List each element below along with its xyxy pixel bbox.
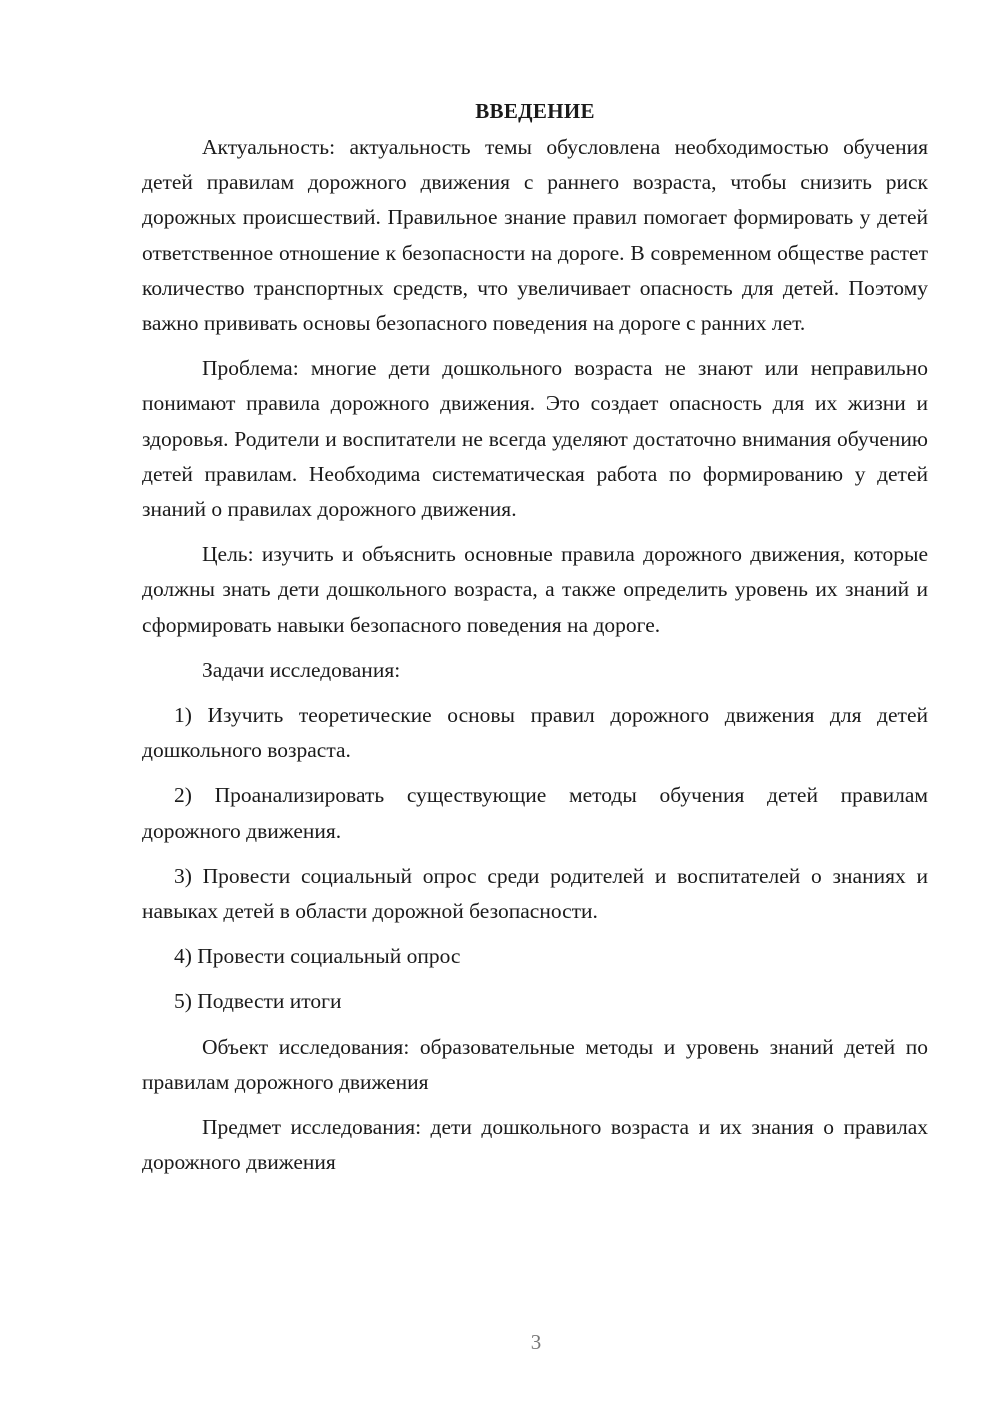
document-page — [142, 96, 928, 1190]
task-item-3: 3) Провести социальный опрос среди родителей и воспитателей о знаниях и навыках детей в области дорожной безопасности. — [142, 863, 928, 924]
task-item-2: 2) Проанализировать существующие методы обучения детей правилам дорожного движения. — [142, 783, 928, 843]
tasks-heading: Задачи исследования: — [202, 657, 401, 682]
task-item-5: 5) Подвести итоги — [174, 989, 342, 1014]
problem-paragraph: Проблема: многие дети дошкольного возраста не знают или неправильно понимают правила дорожного движения. Это создает опасность для их жизни и здоровья. Родители и воспитатели не всегда уделяют достаточно внимания обучению детей правилам. Необходима систематическая работа по формированию у детей знаний о правилах дорожного движения. — [142, 356, 928, 522]
task-item-4: 4) Провести социальный опрос — [174, 944, 461, 969]
research-subject-paragraph: Предмет исследования: дети дошкольного возраста и их знания о правилах дорожного движения — [142, 1115, 928, 1175]
page-number: 3 — [530, 1330, 542, 1354]
relevance-paragraph: Актуальность: актуальность темы обусловлена необходимостью обучения детей правилам дорожного движения с раннего возраста, чтобы снизить риск дорожных происшествий. Правильное знание правил помогает формировать у детей ответственное отношение к безопасности на дороге. В современном обществе растет количество транспортных средств, что увеличивает опасность для детей. Поэтому важно прививать основы безопасного поведения на дороге с ранних лет. — [142, 135, 928, 336]
task-item-1: 1) Изучить теоретические основы правил дорожного движения для детей дошкольного возраста. — [142, 703, 928, 763]
goal-paragraph: Цель: изучить и объяснить основные правила дорожного движения, которые должны знать дети дошкольного возраста, а также определить уровень их знаний и сформировать навыки безопасного поведения на дороге. — [142, 542, 928, 637]
research-object-paragraph: Объект исследования: образовательные методы и уровень знаний детей по правилам дорожного движения — [142, 1034, 928, 1094]
page-title: ВВЕДЕНИЕ — [475, 99, 595, 123]
